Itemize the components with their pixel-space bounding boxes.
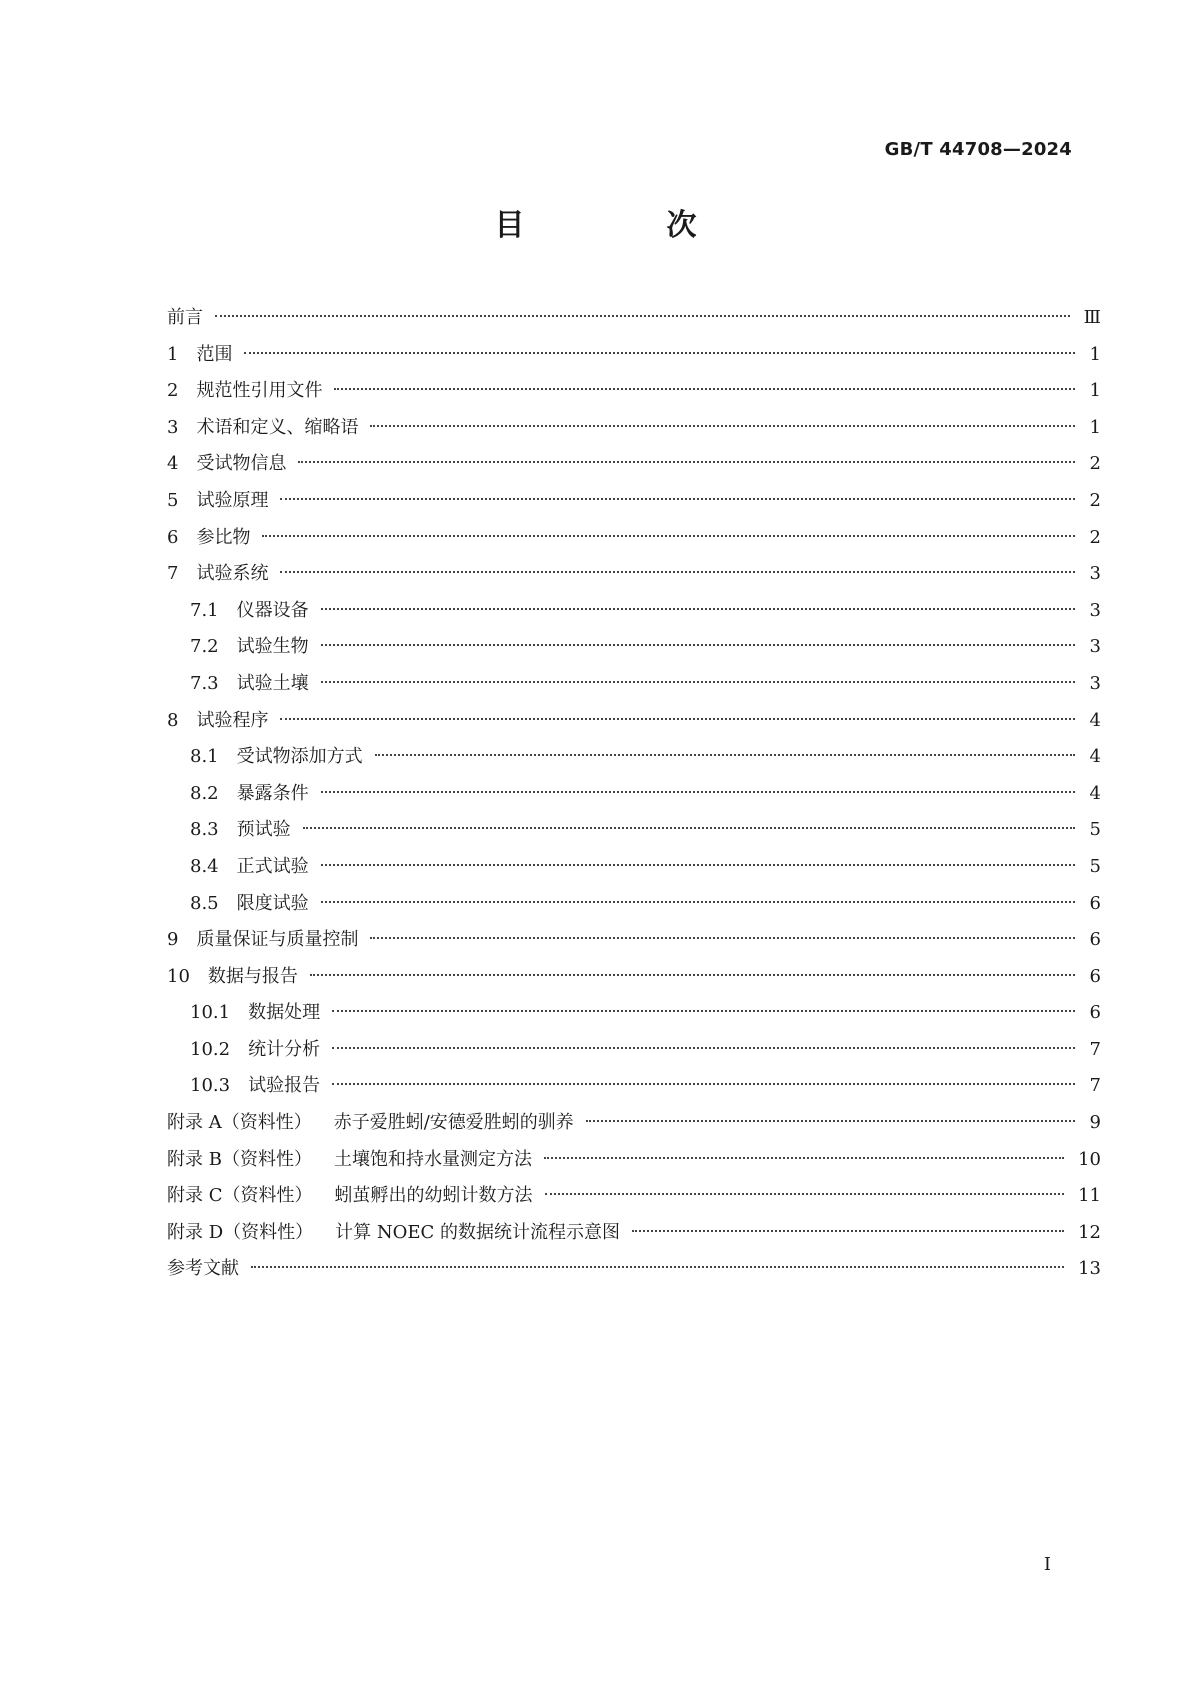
- toc-entry-number: 7.2: [190, 636, 219, 658]
- toc-dot-leader: [321, 791, 1075, 793]
- toc-entry-page: 2: [1089, 453, 1101, 475]
- toc-entry-number: 5: [167, 489, 179, 511]
- toc-entry[interactable]: [167, 520, 1101, 557]
- table-of-contents: [167, 300, 1101, 1288]
- toc-entry-page: 3: [1089, 672, 1101, 694]
- toc-entry-page: 4: [1089, 709, 1101, 731]
- toc-entry-number: 7.3: [190, 672, 219, 694]
- toc-entry-page: 11: [1078, 1185, 1101, 1207]
- toc-entry-page: 5: [1089, 855, 1101, 877]
- toc-entry-text: [167, 703, 268, 740]
- toc-entry-label: 土壤饱和持水量测定方法: [333, 1148, 532, 1170]
- toc-entry[interactable]: [167, 922, 1101, 959]
- toc-entry[interactable]: [167, 446, 1101, 483]
- toc-entry-number: 7: [167, 563, 179, 585]
- toc-entry-label: 计算 NOEC 的数据统计流程示意图: [335, 1221, 621, 1243]
- toc-entry[interactable]: [167, 373, 1101, 410]
- toc-entry-text: [167, 1251, 239, 1288]
- toc-entry-label: 暴露条件: [236, 782, 309, 804]
- page-number: Ⅰ: [1043, 1554, 1051, 1575]
- toc-entry-page: 1: [1089, 380, 1101, 402]
- toc-entry-label: 试验系统: [196, 563, 269, 585]
- toc-dot-leader: [251, 1266, 1064, 1268]
- toc-entry-label: 前言: [167, 307, 203, 328]
- toc-entry-number: 2: [167, 380, 179, 402]
- toc-dot-leader: [215, 315, 1070, 317]
- toc-dot-leader: [321, 644, 1075, 646]
- toc-entry[interactable]: [167, 739, 1101, 776]
- toc-entry-page: 6: [1089, 929, 1101, 951]
- toc-dot-leader: [370, 937, 1075, 939]
- toc-entry-page: 3: [1089, 636, 1101, 658]
- toc-entry[interactable]: [167, 1068, 1101, 1105]
- toc-entry-number: 10.1: [190, 1002, 231, 1024]
- toc-entry-page: 13: [1078, 1258, 1101, 1280]
- toc-dot-leader: [321, 864, 1075, 866]
- toc-entry-text: [167, 1178, 533, 1215]
- toc-entry-page: 4: [1089, 746, 1101, 768]
- toc-entry-label: 范围: [196, 343, 233, 365]
- toc-entry[interactable]: [167, 300, 1101, 337]
- toc-entry-text: [167, 373, 322, 410]
- toc-entry[interactable]: [167, 337, 1101, 374]
- toc-entry-text: [190, 849, 309, 886]
- toc-entry-number: 10.2: [190, 1038, 231, 1060]
- toc-entry-page: 2: [1089, 489, 1101, 511]
- toc-entry-number: 6: [167, 526, 179, 548]
- toc-entry-label: 试验程序: [196, 709, 269, 731]
- toc-entry-text: [167, 1215, 620, 1252]
- document-code: GB/T 44708—2024: [884, 139, 1072, 160]
- toc-entry-page: Ⅲ: [1083, 307, 1101, 328]
- toc-entry-page: 10: [1078, 1148, 1101, 1170]
- toc-entry-page: 3: [1089, 599, 1101, 621]
- toc-entry[interactable]: [167, 666, 1101, 703]
- toc-dot-leader: [280, 571, 1075, 573]
- toc-entry-number: 8.2: [190, 782, 219, 804]
- toc-dot-leader: [280, 718, 1075, 720]
- toc-entry-label: 预试验: [236, 819, 291, 841]
- toc-dot-leader: [370, 425, 1075, 427]
- toc-entry-label: 试验报告: [248, 1075, 321, 1097]
- toc-entry[interactable]: [167, 995, 1101, 1032]
- toc-entry-page: 3: [1089, 563, 1101, 585]
- toc-dot-leader: [303, 827, 1075, 829]
- toc-entry-text: [190, 886, 309, 923]
- toc-entry-label: 受试物添加方式: [236, 746, 363, 768]
- toc-entry-number: 8.4: [190, 855, 219, 877]
- toc-dot-leader: [586, 1120, 1075, 1122]
- toc-entry-number: 1: [167, 343, 179, 365]
- toc-entry-text: [190, 666, 309, 703]
- toc-dot-leader: [321, 608, 1075, 610]
- toc-dot-leader: [310, 974, 1075, 976]
- toc-entry-text: [167, 337, 232, 374]
- toc-entry-text: [190, 995, 320, 1032]
- toc-entry-number: 附录 B（资料性）: [167, 1148, 312, 1170]
- toc-entry-number: 8.3: [190, 819, 219, 841]
- toc-entry-page: 9: [1089, 1112, 1101, 1134]
- toc-entry-page: 5: [1089, 819, 1101, 841]
- toc-entry[interactable]: [167, 483, 1101, 520]
- toc-dot-leader: [298, 461, 1075, 463]
- toc-entry-text: [167, 959, 298, 996]
- toc-entry-text: [190, 812, 291, 849]
- toc-dot-leader: [334, 388, 1075, 390]
- toc-entry-text: [167, 1105, 574, 1142]
- toc-entry-text: [167, 556, 268, 593]
- toc-entry-page: 6: [1089, 892, 1101, 914]
- toc-entry-page: 7: [1089, 1038, 1101, 1060]
- toc-entry-page: 6: [1089, 965, 1101, 987]
- toc-entry[interactable]: [167, 1032, 1101, 1069]
- toc-entry-number: 10.3: [190, 1075, 231, 1097]
- toc-entry-text: [167, 410, 358, 447]
- toc-entry-text: [190, 593, 309, 630]
- toc-entry[interactable]: [167, 1251, 1101, 1288]
- toc-entry[interactable]: [167, 410, 1101, 447]
- toc-entry[interactable]: [167, 703, 1101, 740]
- toc-entry-label: 参比物: [196, 526, 251, 548]
- toc-dot-leader: [544, 1157, 1064, 1159]
- toc-dot-leader: [545, 1193, 1065, 1195]
- toc-dot-leader: [632, 1230, 1064, 1232]
- toc-entry-label: 数据处理: [248, 1002, 321, 1024]
- toc-entry[interactable]: [167, 812, 1101, 849]
- toc-entry-label: 试验生物: [236, 636, 309, 658]
- toc-entry-page: 1: [1089, 343, 1101, 365]
- toc-entry-text: [167, 1142, 532, 1179]
- toc-entry-text: [190, 629, 309, 666]
- toc-entry-label: 仪器设备: [236, 599, 309, 621]
- toc-entry-page: 4: [1089, 782, 1101, 804]
- toc-entry-number: 4: [167, 453, 179, 475]
- toc-dot-leader: [244, 352, 1075, 354]
- toc-dot-leader: [332, 1047, 1075, 1049]
- toc-entry-label: 受试物信息: [196, 453, 287, 475]
- toc-entry[interactable]: [167, 776, 1101, 813]
- toc-entry-page: 1: [1089, 416, 1101, 438]
- toc-entry[interactable]: [167, 886, 1101, 923]
- toc-entry-label: 赤子爱胜蚓/安德爱胜蚓的驯养: [333, 1112, 574, 1134]
- toc-dot-leader: [280, 498, 1075, 500]
- toc-entry-number: 10: [167, 965, 190, 987]
- toc-entry-number: 附录 A（资料性）: [167, 1112, 312, 1134]
- toc-entry-label: 试验原理: [196, 489, 269, 511]
- toc-entry-text: [167, 300, 203, 337]
- toc-entry-text: [167, 922, 358, 959]
- toc-entry-page: 12: [1078, 1221, 1101, 1243]
- toc-entry-number: 8.1: [190, 746, 219, 768]
- toc-entry[interactable]: [167, 1142, 1101, 1179]
- toc-entry-number: 8: [167, 709, 179, 731]
- toc-entry-number: 3: [167, 416, 179, 438]
- toc-entry[interactable]: [167, 1178, 1101, 1215]
- toc-entry-label: 数据与报告: [207, 965, 298, 987]
- toc-entry-label: 术语和定义、缩略语: [196, 416, 359, 438]
- toc-entry[interactable]: [167, 849, 1101, 886]
- toc-entry-number: 9: [167, 929, 179, 951]
- toc-entry-page: 7: [1089, 1075, 1101, 1097]
- toc-entry-text: [190, 1068, 320, 1105]
- toc-entry-label: 正式试验: [236, 855, 309, 877]
- toc-entry-label: 统计分析: [248, 1038, 321, 1060]
- toc-entry-page: 2: [1089, 526, 1101, 548]
- toc-entry-number: 7.1: [190, 599, 219, 621]
- toc-entry[interactable]: [167, 1215, 1101, 1252]
- toc-entry-text: [190, 776, 309, 813]
- toc-entry-text: [190, 1032, 320, 1069]
- toc-entry-text: [190, 739, 363, 776]
- toc-dot-leader: [262, 535, 1075, 537]
- toc-entry-label: 限度试验: [236, 892, 309, 914]
- toc-entry-label: 规范性引用文件: [196, 380, 323, 402]
- toc-entry-label: 蚓茧孵出的幼蚓计数方法: [334, 1185, 533, 1207]
- toc-entry[interactable]: [167, 556, 1101, 593]
- toc-entry-number: 附录 D（资料性）: [167, 1221, 314, 1243]
- toc-entry-text: [167, 483, 268, 520]
- toc-entry-label: 质量保证与质量控制: [196, 929, 359, 951]
- toc-dot-leader: [321, 901, 1075, 903]
- toc-entry-text: [167, 520, 250, 557]
- toc-entry[interactable]: [167, 1105, 1101, 1142]
- toc-entry-label: 试验土壤: [236, 672, 309, 694]
- toc-entry-text: [167, 446, 286, 483]
- toc-dot-leader: [375, 754, 1075, 756]
- toc-dot-leader: [332, 1083, 1075, 1085]
- toc-title: 目 次: [494, 208, 753, 243]
- toc-dot-leader: [321, 681, 1075, 683]
- toc-dot-leader: [332, 1010, 1075, 1012]
- toc-entry-number: 附录 C（资料性）: [167, 1185, 313, 1207]
- toc-entry[interactable]: [167, 959, 1101, 996]
- toc-entry-number: 8.5: [190, 892, 219, 914]
- toc-entry-page: 6: [1089, 1002, 1101, 1024]
- toc-entry[interactable]: [167, 593, 1101, 630]
- toc-entry-label: 参考文献: [167, 1258, 239, 1280]
- toc-entry[interactable]: [167, 629, 1101, 666]
